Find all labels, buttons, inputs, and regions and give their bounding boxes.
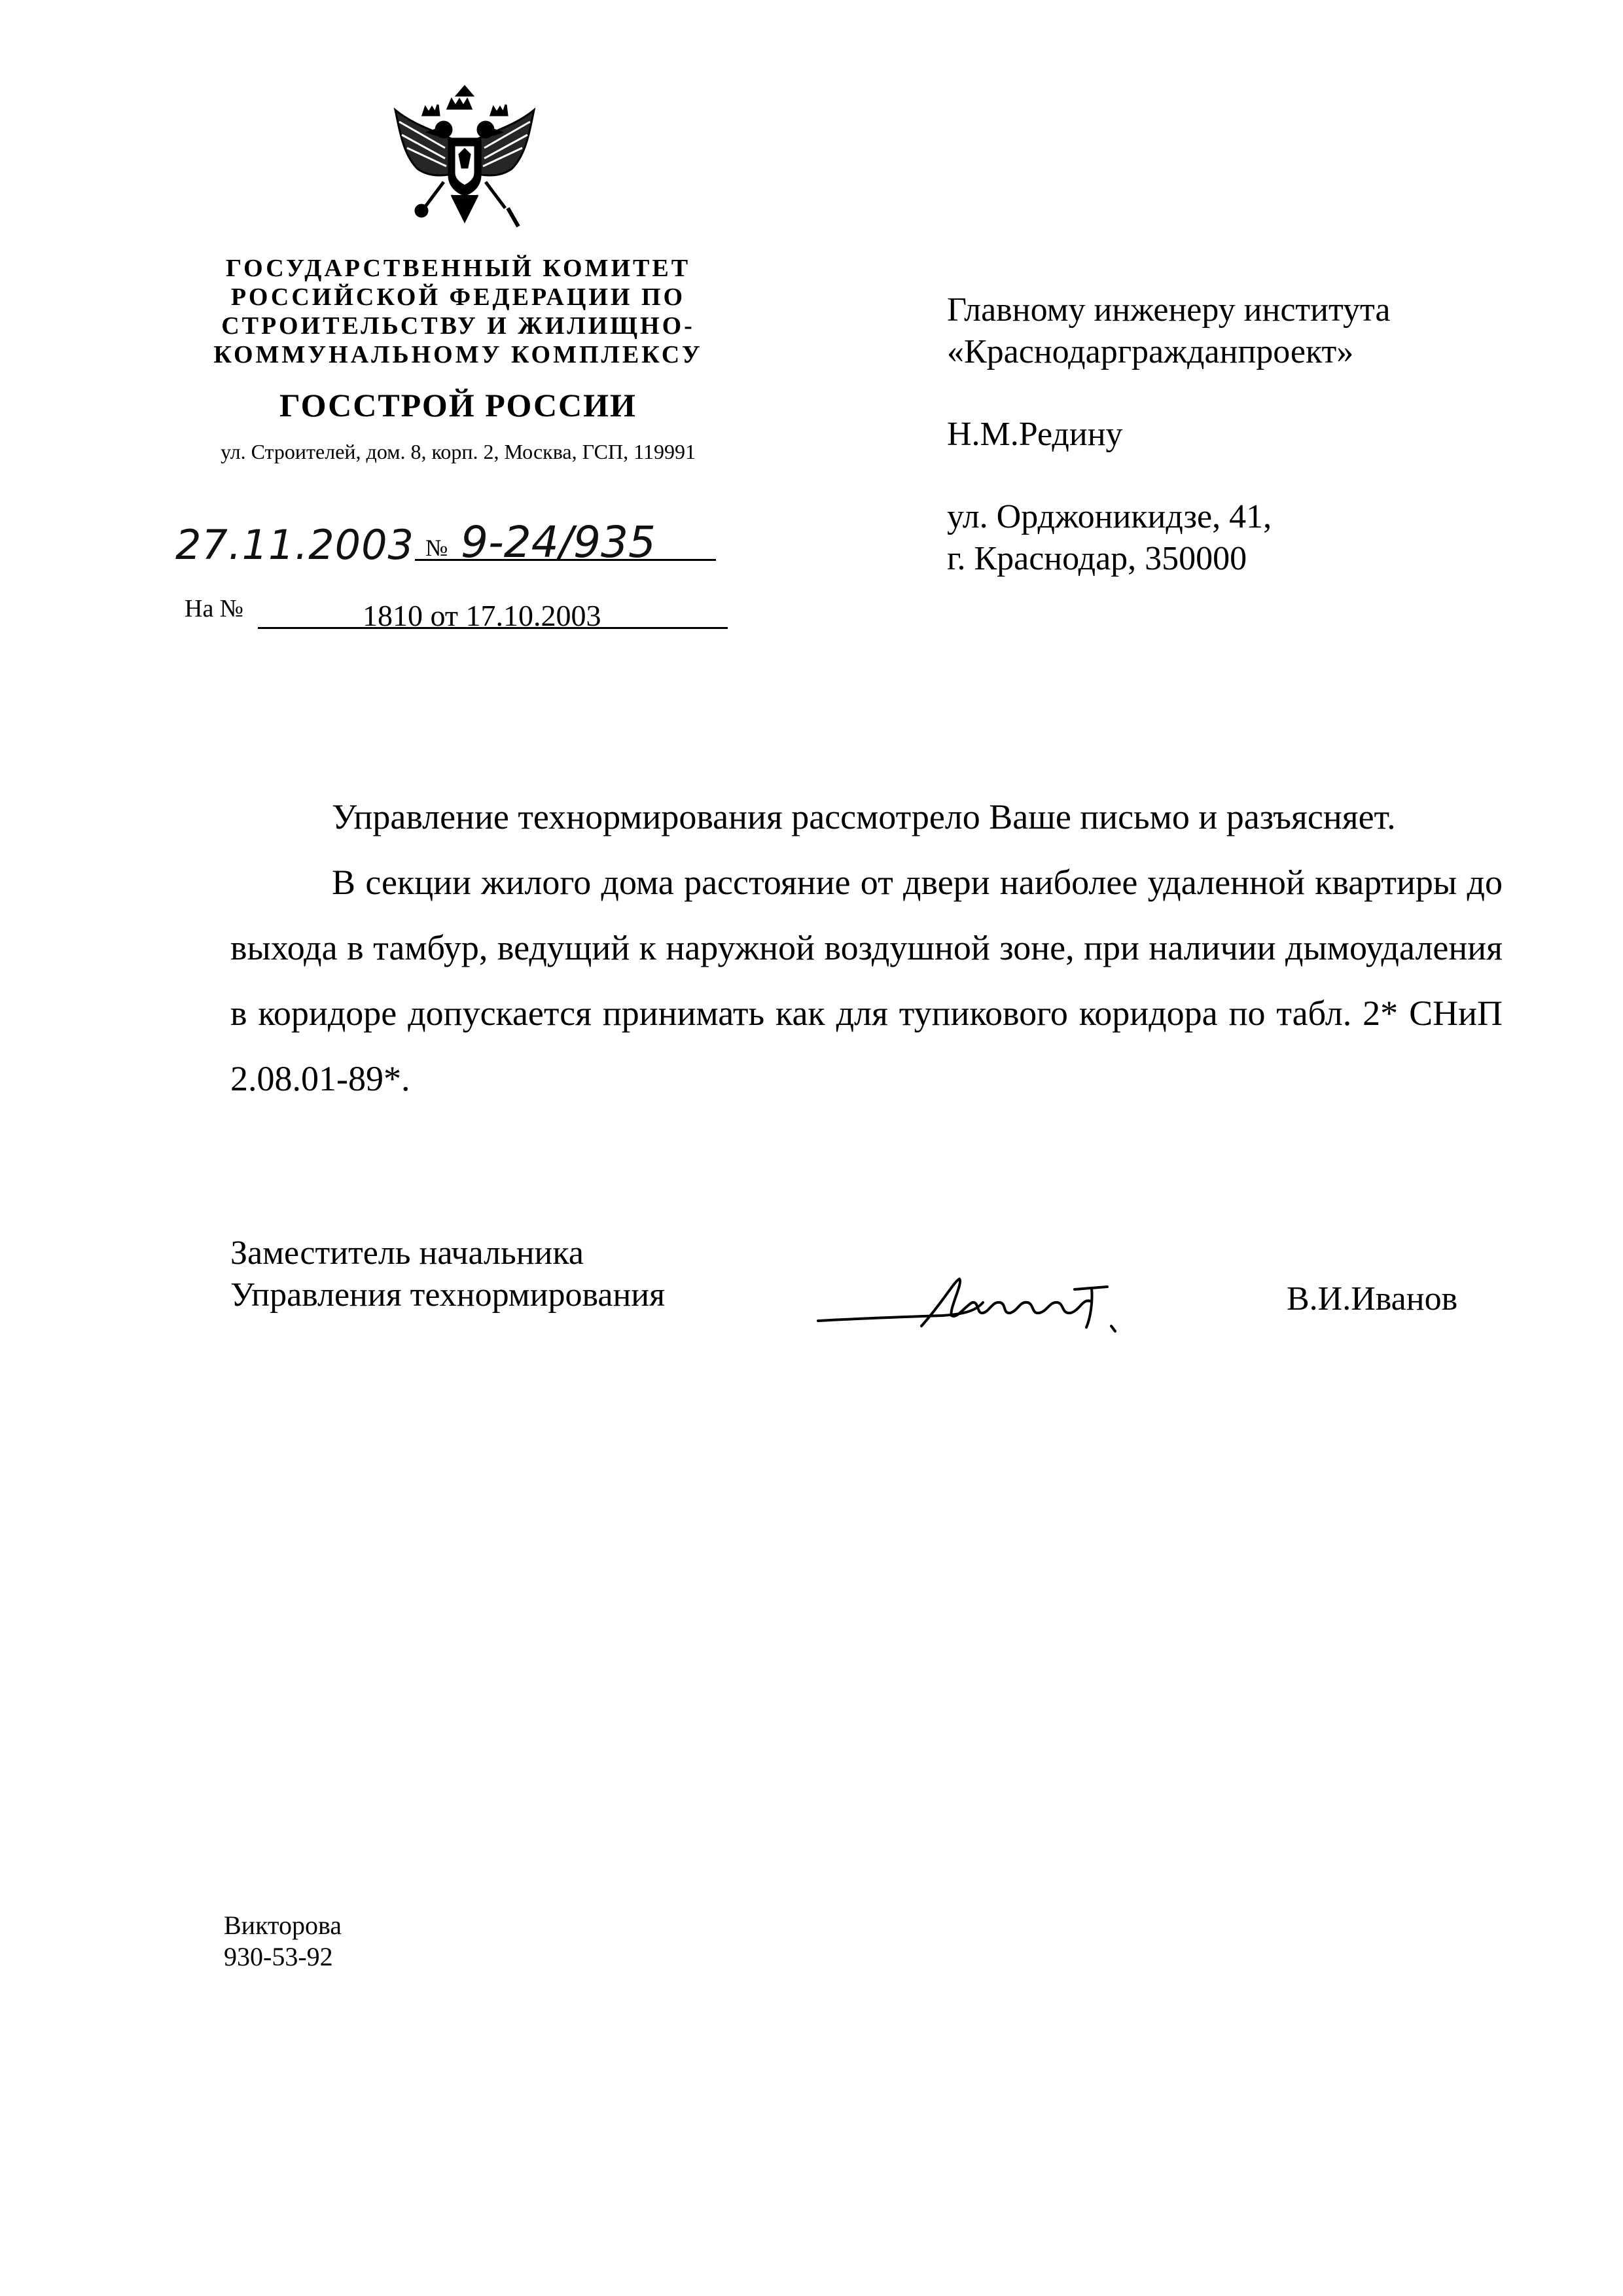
letter-body bbox=[230, 784, 1503, 1111]
organization-address: ул. Строителей, дом. 8, корп. 2, Москва, ГСП, 119991 bbox=[221, 440, 696, 463]
executor-info bbox=[224, 1910, 342, 1973]
reply-reference-underline bbox=[258, 627, 728, 629]
outgoing-date: 27.11.2003 bbox=[175, 521, 414, 569]
letterhead bbox=[170, 254, 746, 464]
addressee-position: Главному инженеру института bbox=[947, 291, 1391, 329]
addressee-city: г. Краснодар, 350000 bbox=[947, 540, 1247, 577]
signatory-name: В.И.Иванов bbox=[1287, 1280, 1458, 1318]
outgoing-reference bbox=[174, 517, 730, 569]
signatory-title-line: Управления технормирования bbox=[230, 1276, 666, 1314]
handwritten-signature bbox=[812, 1263, 1204, 1342]
double-headed-eagle-emblem-icon bbox=[391, 84, 538, 236]
executor-name: Викторова bbox=[224, 1910, 342, 1940]
outgoing-number-label: № bbox=[425, 535, 448, 561]
committee-name-line: КОММУНАЛЬНОМУ КОМПЛЕКСУ bbox=[213, 341, 703, 368]
committee-name-line: ГОСУДАРСТВЕННЫЙ КОМИТЕТ bbox=[225, 255, 691, 282]
committee-name-line: СТРОИТЕЛЬСТВУ И ЖИЛИЩНО- bbox=[221, 312, 695, 340]
body-paragraph: Управление технормирования рассмотрело Ваше письмо и разъясняет. bbox=[332, 797, 1396, 836]
outgoing-number: 9-24/935 bbox=[461, 517, 656, 567]
signatory-title-line: Заместитель начальника bbox=[230, 1234, 584, 1272]
committee-name-line: РОССИЙСКОЙ ФЕДЕРАЦИИ ПО bbox=[230, 283, 686, 311]
addressee-name: Н.М.Редину bbox=[947, 416, 1123, 453]
outgoing-number-underline bbox=[415, 559, 716, 561]
executor-phone: 930-53-92 bbox=[224, 1942, 333, 1971]
addressee-block bbox=[947, 289, 1390, 580]
reply-reference-label: На № bbox=[185, 595, 244, 622]
organization-short-name: ГОССТРОЙ РОССИИ bbox=[279, 387, 637, 423]
reply-reference-value: 1810 от 17.10.2003 bbox=[363, 599, 601, 632]
addressee-street: ул. Орджоникидзе, 41, bbox=[947, 498, 1272, 535]
signatory-title bbox=[230, 1232, 665, 1316]
committee-name bbox=[170, 254, 746, 369]
reply-reference bbox=[185, 589, 728, 632]
addressee-organization: «Краснодаргражданпроект» bbox=[947, 333, 1354, 370]
body-paragraph: В секции жилого дома расстояние от двери наиболее удаленной квартиры до выхода в тамбур, ведущий к наружной воздушной зоне, при наличии дымоудаления в коридоре допускается принимать как для тупикового коридора по табл. 2* СНиП 2.08.01-89*. bbox=[230, 863, 1503, 1098]
